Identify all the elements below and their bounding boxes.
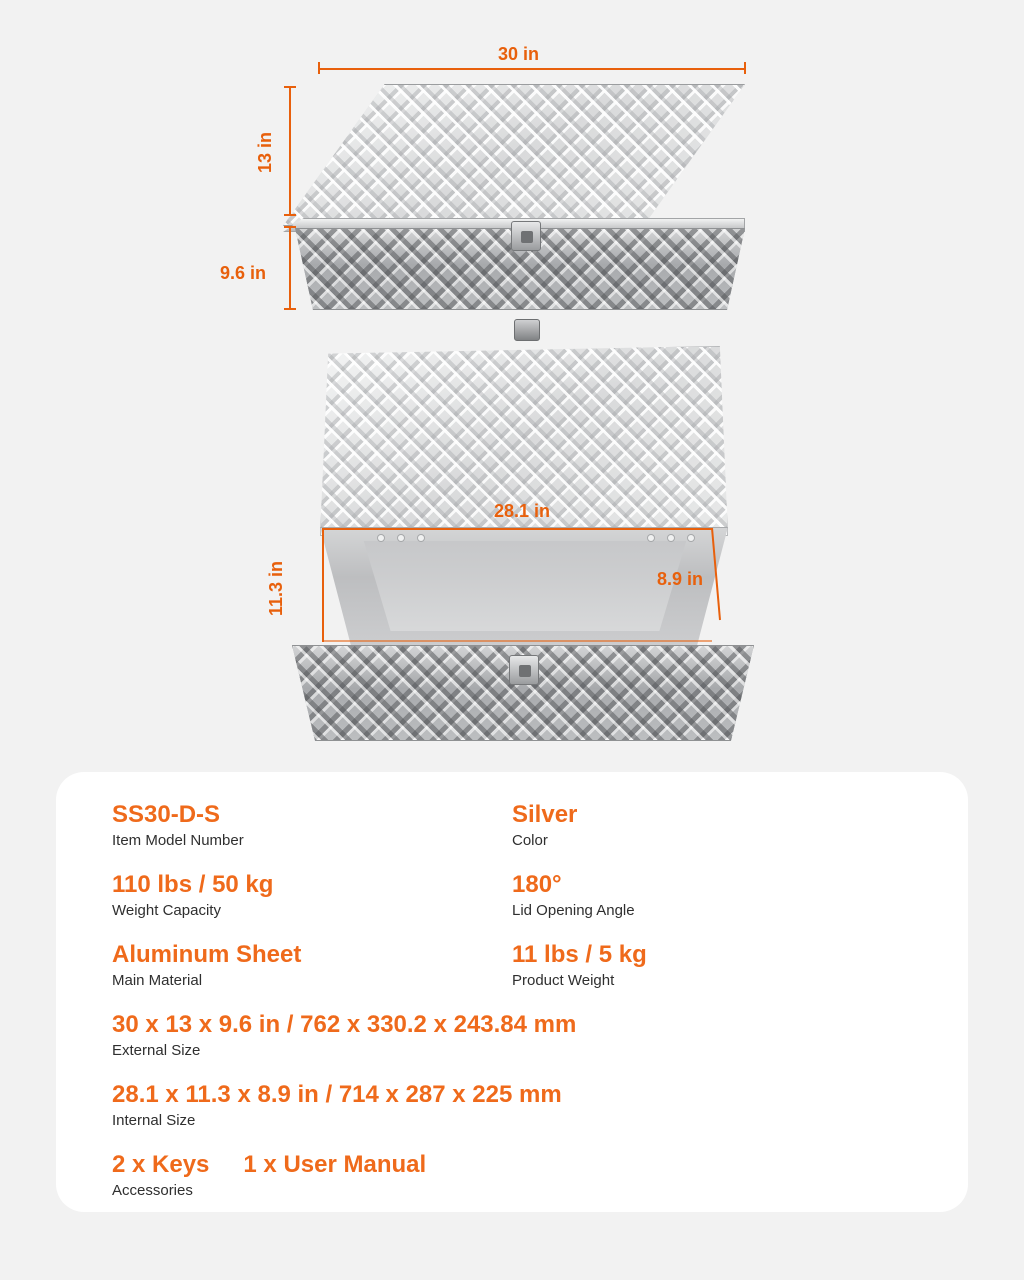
spec-label: Color xyxy=(512,832,548,849)
spec-row xyxy=(112,940,912,992)
spec-item-external-size xyxy=(112,1010,912,1062)
dim-line-internal-width xyxy=(322,528,712,530)
dim-label-depth-top: 13 in xyxy=(255,131,276,174)
spec-value: Silver xyxy=(512,801,578,828)
spec-label: Accessories xyxy=(112,1182,193,1199)
open-box-floor xyxy=(357,541,693,631)
dim-label-internal-depth: 8.9 in xyxy=(657,569,704,589)
spec-label: Main Material xyxy=(112,972,203,989)
spec-row xyxy=(112,800,912,852)
dim-cap-bottom-depth xyxy=(284,214,296,216)
spec-value: 180° xyxy=(512,871,562,898)
spec-value: 110 lbs / 50 kg xyxy=(112,871,274,898)
dim-line-height-top xyxy=(289,226,291,310)
spec-value: 30 x 13 x 9.6 in / 762 x 330.2 x 243.84 mm xyxy=(112,1011,577,1038)
accessories-values xyxy=(112,1150,912,1180)
spec-item-model-number xyxy=(112,800,512,852)
spec-item-internal-size xyxy=(112,1080,912,1132)
spec-label: External Size xyxy=(112,1042,201,1059)
dim-line-internal-height xyxy=(322,528,324,642)
dim-label-internal-width: 28.1 in xyxy=(494,501,551,521)
spec-row xyxy=(112,1010,912,1062)
dim-cap-top-depth xyxy=(284,86,296,88)
accessory-user-manual: 1 x User Manual xyxy=(243,1151,427,1178)
rivets-right xyxy=(648,535,694,541)
spec-value: 28.1 x 11.3 x 8.9 in / 714 x 287 x 225 mm xyxy=(112,1081,562,1108)
dim-line-width-top xyxy=(318,68,746,70)
latch-icon-top xyxy=(511,221,541,251)
spec-row xyxy=(112,1080,912,1132)
spec-label: Item Model Number xyxy=(112,832,244,849)
spec-label: Product Weight xyxy=(512,972,615,989)
dim-line-internal-bottom xyxy=(322,640,712,642)
specifications-card xyxy=(56,772,968,1212)
spec-value: 11 lbs / 5 kg xyxy=(512,941,647,968)
spec-row xyxy=(112,1150,912,1202)
spec-label: Lid Opening Angle xyxy=(512,902,635,919)
spec-label: Internal Size xyxy=(112,1112,196,1129)
dim-label-width-top: 30 in xyxy=(498,44,540,64)
spec-row xyxy=(112,870,912,922)
spec-item-product-weight xyxy=(512,940,912,992)
spec-item-lid-opening-angle xyxy=(512,870,912,922)
dim-label-height-top: 9.6 in xyxy=(220,263,267,283)
latch-icon-bottom xyxy=(509,655,539,685)
dim-line-depth-top xyxy=(289,86,291,216)
spec-item-main-material xyxy=(112,940,512,992)
accessory-keys: 2 x Keys xyxy=(112,1151,210,1178)
dim-cap-bottom-height xyxy=(284,308,296,310)
specifications-grid xyxy=(112,800,912,1220)
dim-label-internal-height: 11.3 in xyxy=(266,560,287,617)
spec-item-weight-capacity xyxy=(112,870,512,922)
rivets-left xyxy=(378,535,424,541)
spec-value: SS30-D-S xyxy=(112,801,221,828)
spec-value: Aluminum Sheet xyxy=(112,941,302,968)
dim-cap-right-width-top xyxy=(744,62,746,74)
spec-label: Weight Capacity xyxy=(112,902,221,919)
hinge-icon xyxy=(514,319,540,341)
spec-item-accessories xyxy=(112,1150,912,1202)
spec-item-color xyxy=(512,800,912,852)
dim-cap-left-width-top xyxy=(318,62,320,74)
dim-cap-top-height xyxy=(284,226,296,228)
closed-box-lid xyxy=(283,84,745,226)
